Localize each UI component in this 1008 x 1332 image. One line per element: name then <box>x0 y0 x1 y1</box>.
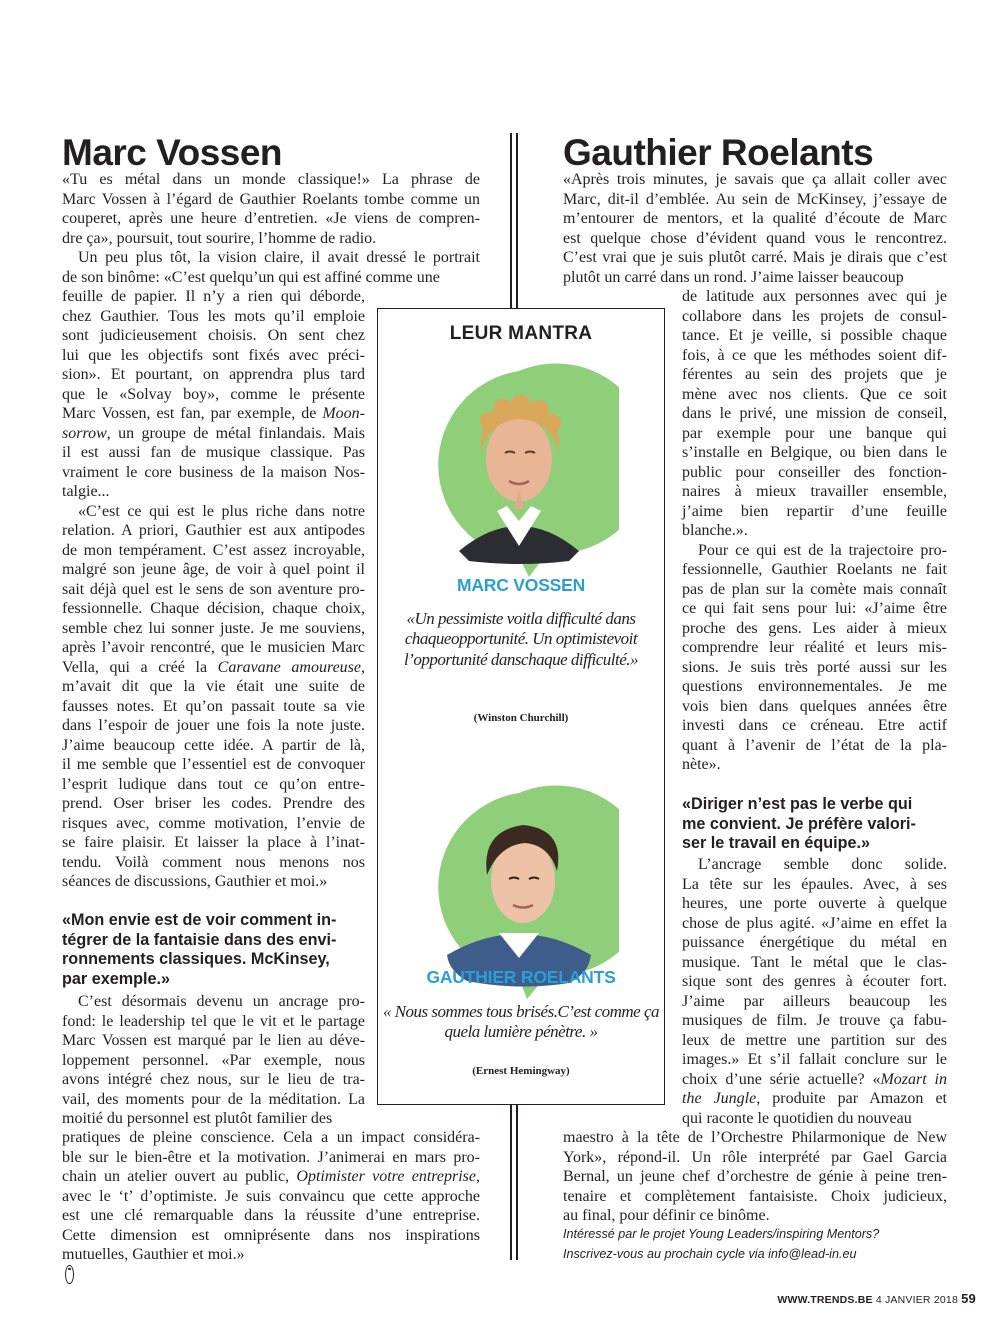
italic-title: Moon- <box>322 405 365 422</box>
text-line: dre ça», poursuit, tout sourire, l’homme de radio. <box>62 229 377 247</box>
text-line: que le «Solvay boy», comme le présente <box>62 385 365 403</box>
text-line: pratiques de pleine conscience. Cela a un impact considéra- <box>62 1129 480 1146</box>
text-line: l’esprit ludique dans tout ce qu’on entre- <box>62 775 365 793</box>
text-line: se faire plaisir. Et laisser la place à l’inat- <box>62 834 365 851</box>
text-line: il me semble que l’essentiel est de convoquer <box>62 756 365 773</box>
text-line: après l’avoir rencontré, que le musicien Marc <box>62 639 365 656</box>
text-line: collabore dans les projets de consul- <box>682 307 947 325</box>
text-line: maestro à la tête de l’Orchestre Philarmonique de New <box>563 1129 947 1146</box>
gauthier-roelants-quote-source: (Ernest Hemingway) <box>472 1065 570 1077</box>
footer-site: WWW.TRENDS.BE <box>777 1294 873 1306</box>
left-pull-quote <box>62 911 365 989</box>
text-line: C’est comme ça que <box>444 1002 660 1042</box>
text-line: mène avec nos clients. Que ce soit <box>682 385 947 403</box>
text-line: Intéressé par le projet Young Leaders/inspiring Mentors? <box>563 1227 880 1241</box>
text-line: tégrer de la fantaisie dans des envi- <box>62 930 337 949</box>
text-line: Marc Vossen à l’égard de Gauthier Roelants tombe comme un <box>62 190 480 208</box>
text-line: Marc Vossen est marqué par le lien au déve- <box>62 1032 365 1049</box>
left-body-text <box>62 287 365 892</box>
text-line: qui raconte le quotidien du nouveau <box>682 1109 912 1127</box>
text-line: feuille de papier. Il n’y a rien qui déborde, <box>62 288 365 305</box>
text-line: fois, à ce que les méthodes soient dif- <box>682 346 947 364</box>
text-line: par exemple pour une banque qui <box>682 424 947 442</box>
text-line: Cette dimension est omniprésente dans nos inspirations <box>62 1226 480 1244</box>
text-line: prend. Oser briser les codes. Prendre des <box>62 795 365 812</box>
text-line: blanche.». <box>682 522 748 539</box>
text-line: Un peu plus tôt, la vision claire, il avait dressé le portrait <box>78 249 480 266</box>
text-line: fessionnelle, Gauthier Roelants ne fait <box>682 561 947 578</box>
text-line: Bernal, un jeune chef d’orchestre de génie à peine tren- <box>563 1168 947 1185</box>
right-intro-text <box>563 170 947 287</box>
text-line: talgie... <box>62 483 110 500</box>
text-line: Marc, dit-il d’emblée. Au sein de McKinsey, j’essaye de <box>563 190 947 208</box>
text-line: «Après trois minutes, je savais que ça allait coller avec <box>563 171 947 188</box>
left-closing-text <box>62 1128 480 1265</box>
text-line: Pour ce qui est de la trajectoire pro- <box>698 541 947 559</box>
text-line: m’entourer de mentors, et la qualité d’écoute de Marc <box>563 210 947 227</box>
text-line: sions. Je suis très porté aussi sur les <box>682 658 947 676</box>
text-line: est une clé remarquable dans la réussite d’une entreprise. <box>62 1207 480 1224</box>
text-line: «Un pessimiste voit <box>406 609 531 628</box>
text-line: ser le travail en équipe.» <box>682 834 871 852</box>
mantra-box <box>377 308 665 1105</box>
text-line: quant à l’avenir de l’état de la pla- <box>682 736 947 754</box>
text-line: s’installe en Belgique, ou bien dans le <box>682 444 947 461</box>
text-line: fausses notes. Et qu’on passait toute sa vie <box>62 697 365 715</box>
text-line: «Tu es métal dans un monde classique!» La phrase de <box>62 171 480 188</box>
text-line: sont judicieusement choisis. On sent chez <box>62 327 365 344</box>
text-line: Inscrivez-vous au prochain cycle via info@lead-in.eu <box>563 1246 857 1261</box>
text-line: pas de plan sur la comète mais connaît <box>682 580 947 598</box>
text-line: C’est désormais devenu un ancrage pro- <box>78 993 365 1010</box>
text-line: ble sur le bien-être et la motivation. J’animerai en mars pro- <box>62 1148 480 1166</box>
text-line: de latitude aux personnes avec qui je <box>682 288 947 305</box>
text-line: tenaire et complètement fantaisiste. Choix judicieux, <box>563 1187 947 1205</box>
text-line: relation. A priori, Gauthier est aux antipodes <box>62 522 365 539</box>
text-line: the Jungle, produite par Amazon et <box>682 1090 947 1107</box>
text-line: York», répond-il. Un rôle interprété par Gael Garcia <box>563 1148 947 1166</box>
text-line: naires à mieux travailler ensemble, <box>682 483 947 500</box>
text-line: chain un atelier ouvert au public, Optimister votre entreprise, <box>62 1168 480 1185</box>
marc-vossen-name: MARC VOSSEN <box>456 575 586 595</box>
text-line: chose de plus agité. «J’aime en effet la <box>682 914 947 932</box>
text-line: tance. Et je veille, si possible chaque <box>682 327 947 344</box>
text-line: vail, des moments pour de la méditation. La <box>62 1090 365 1108</box>
text-line: choix d’une série actuelle? «Mozart in <box>682 1070 947 1088</box>
text-line: sait déjà quel est le sens de son aventure pro- <box>62 580 365 598</box>
marc-vossen-quote <box>378 609 664 670</box>
marc-vossen-portrait <box>419 361 619 581</box>
text-line: fessionnelle. Chaque décision, chaque choix, <box>62 600 365 617</box>
text-line: Vella, qui a créé la Caravane amoureuse, <box>62 658 366 676</box>
text-line: lui que les objectifs sont fixés avec préci- <box>62 346 365 364</box>
text-line: heures, une porte ouverte à quelque <box>682 895 947 912</box>
text-line: de mon tempérament. C’est assez incroyable, <box>62 541 365 559</box>
end-of-article-icon <box>65 1265 74 1285</box>
text-line: sion». Et pourtant, on apprendra plus tard <box>62 366 365 383</box>
text-line: chez Gauthier. Tous les mots qu’il emploie <box>62 307 365 325</box>
text-line: chaque difficulté.» <box>521 649 639 669</box>
text-line: questions environnementales. Je me <box>682 678 947 695</box>
text-line: nète». <box>682 756 721 773</box>
text-line: comprendre leur réalité et leurs mis- <box>682 639 947 656</box>
text-line: moitié du personnel est plutôt familier des <box>62 1110 333 1127</box>
footer-date: 4 JANVIER 2018 <box>875 1294 958 1306</box>
italic-title: Optimister votre entreprise <box>296 1168 476 1185</box>
italic-title: Mozart in <box>880 1070 947 1088</box>
text-line: avec le ‘t’ d’optimiste. Je suis convaincu que cette approche <box>62 1187 480 1205</box>
text-line: J’aime beaucoup cette idée. A partir de là, <box>62 736 365 754</box>
text-line: images.» Et s’il fallait conclure sur le <box>682 1051 947 1068</box>
text-line: La tête sur les épaules. Avec, à ses <box>682 875 947 893</box>
text-line: couperet, après une heure d’entretien. «Je viens de compren- <box>62 210 480 227</box>
text-line: me convient. Je préfère valori- <box>682 814 916 833</box>
text-line: voit l’opportunité dans <box>403 629 638 669</box>
text-line: de son binôme: «C’est quelqu’un qui est affiné comme une <box>62 268 440 286</box>
text-line: dans l’espoir de jouer une fois la note juste. <box>62 717 365 734</box>
gauthier-roelants-quote <box>378 1002 664 1043</box>
text-line: semble chez lui sonner juste. Je me souviens, <box>62 619 365 637</box>
text-line: proche des gens. Les aider à mieux <box>682 619 947 637</box>
text-line: est quelque chose d’évident quand vous le rencontrez. <box>563 229 947 247</box>
text-line: tendu. Voilà comment nous menons nos <box>62 853 365 871</box>
text-line: la lumière pénètre. » <box>467 1022 598 1042</box>
right-closing-text <box>563 1128 947 1226</box>
text-line: j’aime bien repartir d’une feuille <box>682 502 947 520</box>
text-line: J’aime par ailleurs beaucoup les <box>682 992 947 1010</box>
mantra-title: LEUR MANTRA <box>449 323 593 344</box>
text-line: «Mon envie est de voir comment in- <box>62 911 337 929</box>
text-line: «Diriger n’est pas le verbe qui <box>682 795 913 813</box>
text-line: m’avait dit que la vie était une suite de <box>62 678 365 695</box>
text-line: ce qui fait sens pour lui: «J’aime être <box>682 600 947 617</box>
right-body-text-2 <box>682 855 947 1128</box>
text-line: avons intégré chez nous, sur le lieu de tra- <box>62 1071 365 1088</box>
text-line: puissance énergétique du métal en <box>682 934 947 951</box>
italic-title: sorrow <box>62 424 107 442</box>
text-line: «C’est ce qui est le plus riche dans notre <box>78 502 365 520</box>
text-line: risques avec, comme motivation, l’envie de <box>62 814 365 832</box>
text-line: ronnements classiques. McKinsey, <box>62 950 330 968</box>
text-line: séances de discussions, Gauthier et moi.» <box>62 873 328 890</box>
right-pull-quote <box>682 795 947 854</box>
right-body-text <box>682 287 947 775</box>
italic-title: Caravane amoureuse <box>217 658 362 676</box>
text-line: C’est vrai que je suis plutôt carré. Mais je dirais que c’est <box>563 249 947 266</box>
text-line: fond: le leadership tel que le vit et le partage <box>62 1012 365 1030</box>
text-line: vraiment le core business de la maison Nos- <box>62 463 365 481</box>
footer-note <box>563 1225 947 1264</box>
left-body-text-2 <box>62 992 365 1129</box>
text-line: investi dans ce créneau. Etre actif <box>682 717 947 734</box>
text-line: loppement personnel. «Par exemple, nous <box>62 1051 365 1069</box>
text-line: leux de mettre une partition sur des <box>682 1031 947 1049</box>
text-line: dans le privé, une mission de conseil, <box>682 405 947 422</box>
text-line: L’ancrage semble donc solide. <box>698 856 947 873</box>
text-line: il est aussi fan de musique classique. Pas <box>62 444 365 461</box>
marc-vossen-quote-source: (Winston Churchill) <box>473 712 569 724</box>
text-line: public pour conseiller des fonction- <box>682 463 947 481</box>
text-line: par exemple.» <box>62 969 170 988</box>
right-article-title: Gauthier Roelants <box>563 132 874 173</box>
text-line: sique sont des genres à écouter fort. <box>682 973 947 990</box>
text-line: musiques de film. Je trouve ça fabu- <box>682 1012 947 1029</box>
text-line: mutuelles, Gauthier et moi.» <box>62 1245 480 1265</box>
text-line: sorrow, un groupe de métal finlandais. Mais <box>62 424 365 442</box>
text-line: plutôt un carré dans un rond. J’aime laisser beaucoup <box>563 268 904 286</box>
gauthier-roelants-name: GAUTHIER ROELANTS <box>426 967 616 987</box>
text-line: opportunité. Un optimiste <box>450 629 614 649</box>
text-line: Marc Vossen, est fan, par exemple, de Moon- <box>62 405 365 422</box>
left-article-title: Marc Vossen <box>62 132 283 173</box>
text-line: musique. Tant le métal que le clas- <box>682 953 947 971</box>
italic-title: the Jungle <box>682 1090 757 1107</box>
left-intro-text <box>62 170 480 287</box>
page-number: 59 <box>961 1291 976 1306</box>
text-line: « Nous sommes tous brisés. <box>382 1002 558 1021</box>
page-footer <box>777 1291 976 1306</box>
text-line: la difficulté dans chaque <box>404 609 636 649</box>
text-line: vois bien dans quelques années être <box>682 697 947 715</box>
text-line: malgré son jeune âge, de voir à quel point il <box>62 561 365 578</box>
text-line: férentes au sein des projets que je <box>682 366 947 383</box>
text-line: au final, pour définir ce binôme. <box>563 1207 770 1224</box>
